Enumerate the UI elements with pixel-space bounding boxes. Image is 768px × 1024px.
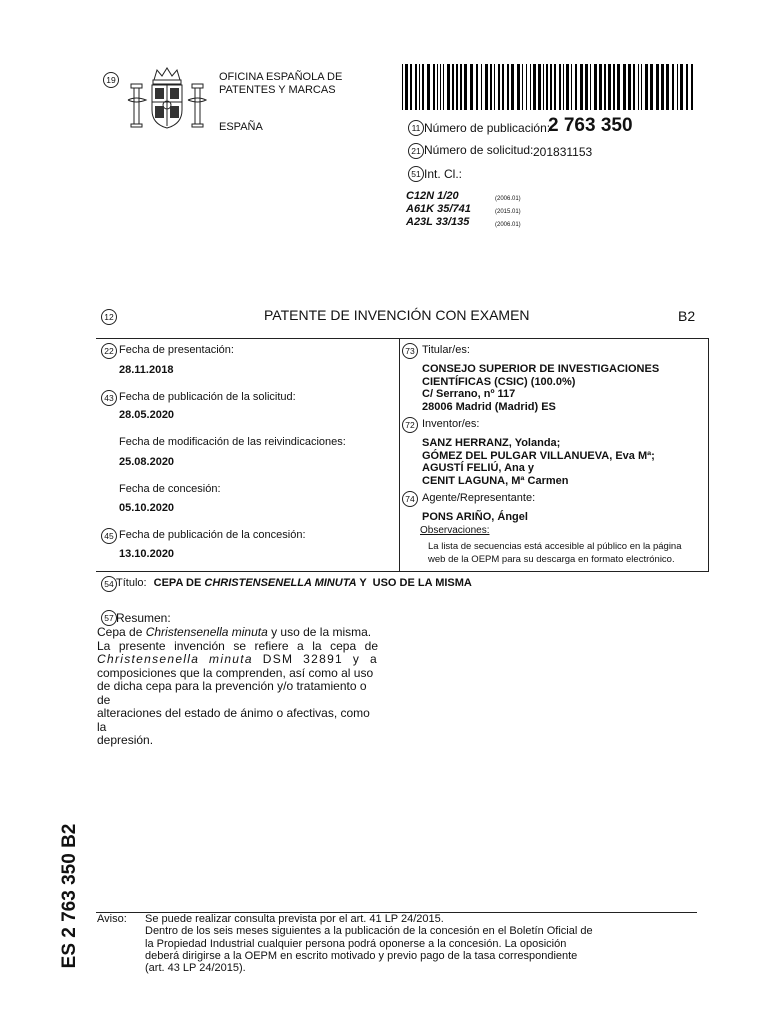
barcode-bar xyxy=(594,64,597,110)
barcode-bar xyxy=(533,64,536,110)
barcode-bar xyxy=(666,64,669,110)
barcode-bar xyxy=(575,64,577,110)
barcode-bar xyxy=(691,64,693,110)
inid-21: 21 xyxy=(408,143,424,159)
barcode-bar xyxy=(410,64,412,110)
barcode-bar xyxy=(546,64,548,110)
inid-57: 57 xyxy=(101,610,117,626)
inid-19: 19 xyxy=(103,72,119,88)
barcode-bar xyxy=(650,64,653,110)
barcode-bar xyxy=(633,64,635,110)
publication-number: 2 763 350 xyxy=(548,115,633,136)
observations-line: La lista de secuencias está accesible al público en la página xyxy=(428,541,682,552)
barcode-bar xyxy=(485,64,488,110)
barcode-bar xyxy=(460,64,462,110)
filing-date-label: Fecha de presentación: xyxy=(119,344,234,356)
barcode-bar xyxy=(613,64,615,110)
barcode-bar xyxy=(502,64,504,110)
office-line-1: OFICINA ESPAÑOLA DE xyxy=(219,71,343,83)
abstract-label: Resumen: xyxy=(116,611,171,625)
observations-text xyxy=(428,541,682,566)
inventor-block xyxy=(422,437,655,487)
inid-74: 74 xyxy=(402,491,418,507)
holder-line: C/ Serrano, nº 117 xyxy=(422,388,516,400)
barcode-bar xyxy=(656,64,659,110)
barcode-bar xyxy=(517,64,520,110)
barcode-bar xyxy=(456,64,458,110)
divider-bottom xyxy=(96,571,709,572)
office-name xyxy=(219,71,342,97)
barcode-bar xyxy=(526,64,527,110)
abstract-line: Christensenella minuta DSM 32891 y a xyxy=(97,652,378,666)
holder-label: Titular/es: xyxy=(422,344,470,356)
ipc-year: (2015.01) xyxy=(495,209,521,215)
barcode-bar xyxy=(447,64,450,110)
title-text-part: CEPA DE xyxy=(153,577,205,589)
holder-line: 28006 Madrid (Madrid) ES xyxy=(422,400,556,413)
notice-text xyxy=(145,913,593,974)
application-number: 201831153 xyxy=(533,145,593,159)
inventor-line: SANZ HERRANZ, Yolanda; xyxy=(422,437,561,449)
notice-label: Aviso: xyxy=(97,913,127,925)
barcode-bar xyxy=(433,64,435,110)
barcode-bar xyxy=(427,64,430,110)
barcode-bar xyxy=(680,64,683,110)
observations-line: web de la OEPM para su descarga en formato electrónico. xyxy=(428,553,675,565)
holder-block xyxy=(422,363,659,413)
ipc-class-row xyxy=(406,216,521,229)
barcode-bar xyxy=(686,64,688,110)
int-cl-label: Int. Cl.: xyxy=(424,167,463,181)
publication-date: 28.05.2020 xyxy=(119,409,175,421)
ipc-code: C12N 1/20 xyxy=(406,190,459,202)
inventor-line: AGUSTÍ FELIÚ, Ana y xyxy=(422,462,535,474)
barcode-bar xyxy=(402,64,403,110)
barcode-bar xyxy=(608,64,611,110)
barcode-bar xyxy=(623,64,626,110)
barcode-bar xyxy=(538,64,541,110)
inid-12: 12 xyxy=(101,309,117,325)
holder-line: CONSEJO SUPERIOR DE INVESTIGACIONES xyxy=(422,363,660,375)
inventor-line: CENIT LAGUNA, Mª Carmen xyxy=(422,474,569,487)
country-label: ESPAÑA xyxy=(219,121,263,133)
ipc-class-row xyxy=(406,190,521,203)
barcode-bar xyxy=(476,64,478,110)
inid-72: 72 xyxy=(402,417,418,433)
barcode-bar xyxy=(530,64,531,110)
grant-date-label: Fecha de concesión: xyxy=(119,483,221,495)
barcode-bar xyxy=(550,64,552,110)
barcode-bar xyxy=(661,64,664,110)
notice-line: deberá dirigirse a la OEPM en escrito motivado y previo pago de la tasa correspondiente xyxy=(145,949,578,962)
barcode-bar xyxy=(494,64,495,110)
barcode-bar xyxy=(470,64,473,110)
barcode-bar xyxy=(554,64,556,110)
ipc-class-row xyxy=(406,203,521,216)
inventor-label: Inventor/es: xyxy=(422,418,480,430)
claims-modification-label: Fecha de modificación de las reivindicaciones: xyxy=(119,436,346,448)
barcode-bar xyxy=(641,64,642,110)
notice-line: (art. 43 LP 24/2015). xyxy=(145,962,246,975)
abstract-text xyxy=(97,626,378,748)
barcode-bar xyxy=(677,64,678,110)
barcode-bar xyxy=(511,64,514,110)
abstract-line: alteraciones del estado de ánimo o afectivas, como la xyxy=(97,706,370,734)
barcode-bar xyxy=(559,64,561,110)
barcode-bar xyxy=(422,64,424,110)
ipc-code: A61K 35/741 xyxy=(406,203,471,215)
barcode-bar xyxy=(638,64,639,110)
barcode-bar xyxy=(590,64,591,110)
abstract-line: composiciones que la comprenden, así como al uso xyxy=(97,665,374,680)
barcode-bar xyxy=(419,64,420,110)
barcode-bar xyxy=(498,64,500,110)
barcode-bar xyxy=(617,64,620,110)
side-document-number: ES 2 763 350 B2 xyxy=(59,823,80,969)
barcode-bar xyxy=(563,64,564,110)
barcode-bar xyxy=(507,64,509,110)
agent-label: Agente/Representante: xyxy=(422,492,536,504)
inid-45: 45 xyxy=(101,528,117,544)
title-row xyxy=(116,577,472,589)
barcode-bar xyxy=(522,64,523,110)
barcode-bar xyxy=(490,64,492,110)
barcode-bar xyxy=(437,64,438,110)
grant-date: 05.10.2020 xyxy=(119,502,175,514)
inid-51: 51 xyxy=(408,166,424,182)
inid-43: 43 xyxy=(101,390,117,406)
divider-right xyxy=(708,338,709,571)
ipc-year: (2006.01) xyxy=(495,196,521,202)
holder-line: CIENTÍFICAS (CSIC) (100.0%) xyxy=(422,375,576,388)
barcode-bar xyxy=(672,64,674,110)
divider-column xyxy=(399,338,400,571)
inid-11: 11 xyxy=(408,120,424,136)
barcode-bar xyxy=(405,64,408,110)
office-line-2: PATENTES Y MARCAS xyxy=(219,84,336,96)
barcode-bar xyxy=(645,64,648,110)
barcode-bar xyxy=(628,64,631,110)
agent-name: PONS ARIÑO, Ángel xyxy=(422,511,528,523)
barcode-bar xyxy=(571,64,572,110)
abstract-line: La presente invención se refiere a la cepa de xyxy=(97,638,378,653)
ipc-year: (2006.01) xyxy=(495,222,521,228)
barcode-bar xyxy=(543,64,544,110)
barcode-bar xyxy=(443,64,444,110)
claims-modification-date: 25.08.2020 xyxy=(119,456,175,468)
ipc-class-list xyxy=(406,190,521,229)
notice-line: Se puede realizar consulta prevista por el art. 41 LP 24/2015. xyxy=(145,913,444,925)
barcode-bar xyxy=(481,64,482,110)
ipc-code: A23L 33/135 xyxy=(406,216,470,228)
inid-54: 54 xyxy=(101,576,117,592)
barcode-bar xyxy=(440,64,441,110)
barcode-bar xyxy=(566,64,569,110)
title-species: CHRISTENSENELLA MINUTA xyxy=(204,577,357,589)
barcode-graphic xyxy=(402,64,698,112)
title-text-part: Y USO DE LA MISMA xyxy=(356,577,472,589)
divider-top xyxy=(96,338,709,339)
abstract-line: Cepa de Christensenella minuta y uso de la misma. xyxy=(97,625,372,639)
notice-line: la Propiedad Industrial cualquier persona podrá oponerse a la concesión. La oposición xyxy=(145,937,567,950)
barcode-bar xyxy=(452,64,454,110)
inid-73: 73 xyxy=(402,343,418,359)
abstract-line: de dicha cepa para la prevención y/o tratamiento o de xyxy=(97,679,367,707)
inid-22: 22 xyxy=(101,343,117,359)
barcode-bar xyxy=(464,64,467,110)
coat-of-arms-logo xyxy=(126,66,208,134)
abstract-line: depresión. xyxy=(97,733,154,747)
inventor-line: GÓMEZ DEL PULGAR VILLANUEVA, Eva Mª; xyxy=(422,449,655,462)
grant-publication-date: 13.10.2020 xyxy=(119,548,175,560)
barcode-bar xyxy=(415,64,417,110)
publication-date-label: Fecha de publicación de la solicitud: xyxy=(119,391,296,403)
grant-publication-label: Fecha de publicación de la concesión: xyxy=(119,529,306,541)
notice-line: Dentro de los seis meses siguientes a la publicación de la concesión en el Boletín Oficial de xyxy=(145,925,593,938)
kind-code: B2 xyxy=(678,308,696,324)
filing-date: 28.11.2018 xyxy=(119,364,174,376)
observations-label: Observaciones: xyxy=(420,525,490,536)
document-type: PATENTE DE INVENCIÓN CON EXAMEN xyxy=(264,307,530,323)
title-label: Título: xyxy=(116,577,147,589)
barcode-bar xyxy=(580,64,583,110)
publication-number-label: Número de publicación: xyxy=(424,121,551,135)
application-number-label: Número de solicitud: xyxy=(424,143,534,157)
barcode-bar xyxy=(604,64,606,110)
barcode-bar xyxy=(585,64,588,110)
barcode-bar xyxy=(599,64,602,110)
